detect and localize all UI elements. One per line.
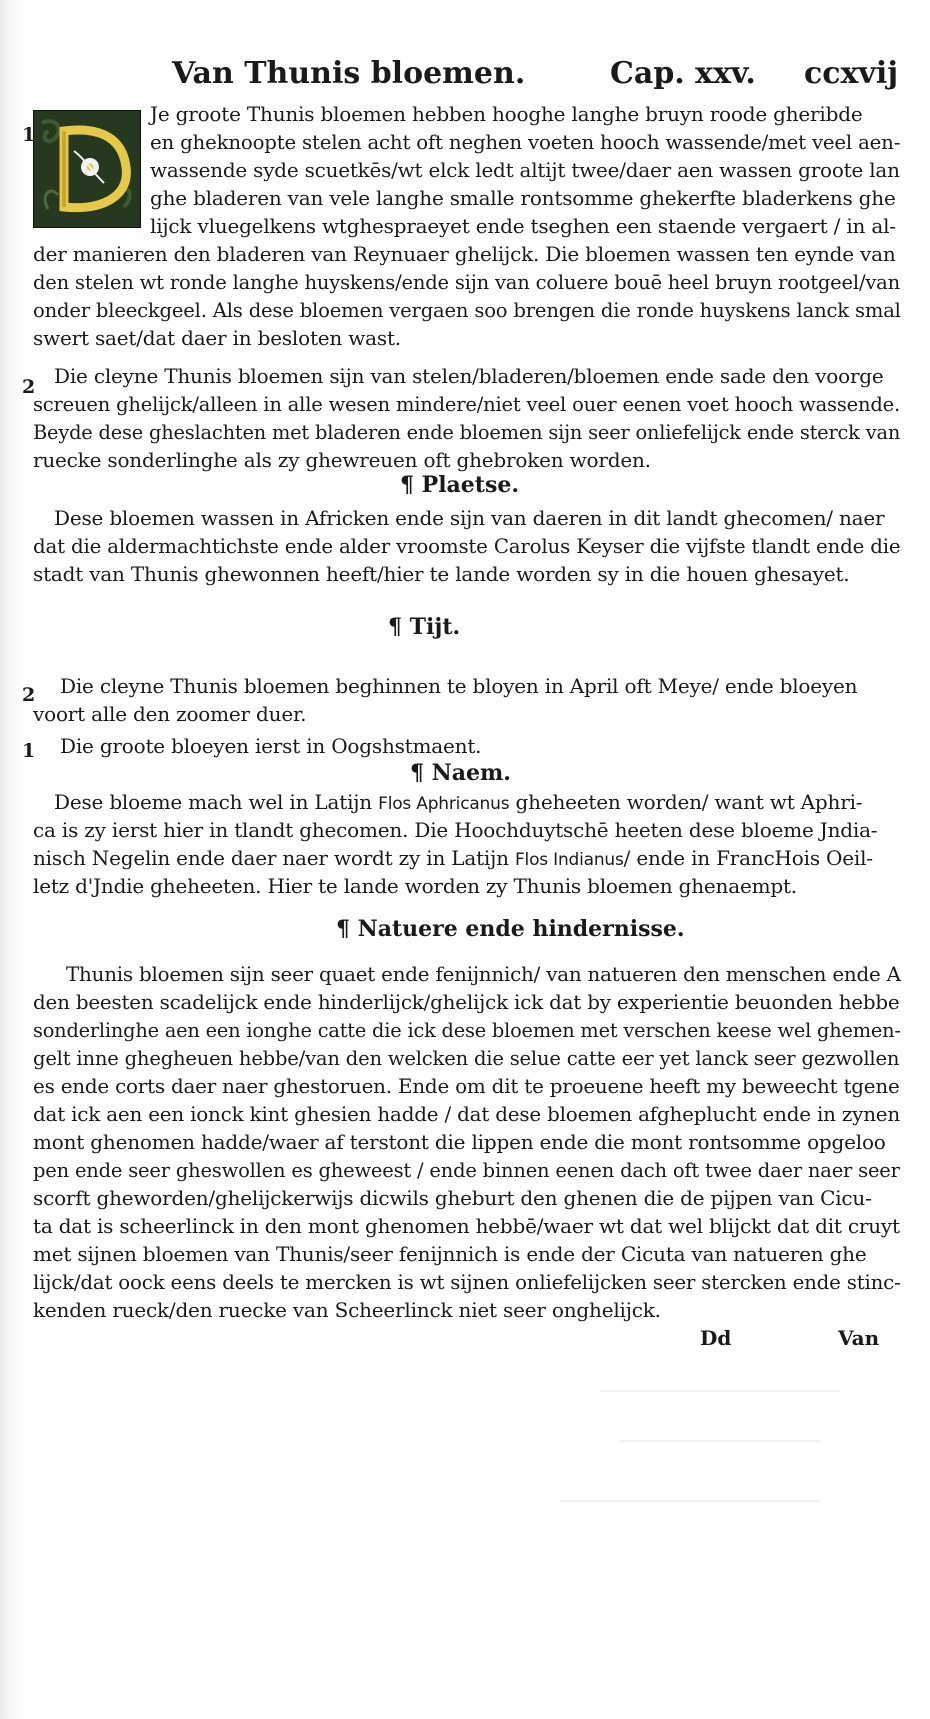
text-line: ta dat is scheerlinck in den mont ghenomen hebbē/waer wt dat wel blijckt dat dit cruyt [33,1214,900,1238]
text-line: Die groote bloeyen ierst in Oogshstmaent. [60,734,482,758]
catchword: Van [838,1326,880,1350]
decorated-initial-d [33,110,141,228]
pilcrow-icon: ¶ [410,760,432,786]
latin-term: Flos Aphricanus [378,794,510,814]
pilcrow-icon: ¶ [336,916,358,942]
margin-number: 2 [22,684,36,706]
text-line: pen ende seer gheswollen es gheweest / ende binnen eenen dach oft twee daer naer seer [33,1158,900,1182]
text-line: ghe bladeren van vele langhe smalle rontsomme ghekerfte bladerkens ghe [150,186,896,210]
text-line: Dese bloemen wassen in Africken ende sijn van daeren in dit landt ghecomen/ naer [54,506,885,530]
pilcrow-icon: ¶ [400,472,422,498]
text-line: der manieren den bladeren van Reynuaer ghelijck. Die bloemen wassen ten eynde van [33,242,896,266]
text-segment: gheheeten worden/ want wt Aphri- [509,790,863,814]
margin-number: 2 [22,376,36,398]
text-line: swert saet/dat daer in besloten wast. [33,326,401,350]
text-line: met sijnen bloemen van Thunis/seer fenijnnich is ende der Cicuta van natueren ghe [33,1242,867,1266]
text-line: Die cleyne Thunis bloemen sijn van stelen/bladeren/bloemen ende sade den voorge [54,364,884,388]
text-line: lijck/dat oock eens deels te mercken is wt sijnen onliefelijcken seer stercken ende stinc- [33,1270,901,1294]
show-through-mark [560,1500,820,1502]
margin-number: 1 [22,124,36,146]
text-line: screuen ghelijck/alleen in alle wesen mindere/niet veel ouer eenen voet hooch wassende. [33,392,901,416]
latin-term: Flos Indianus [514,850,624,870]
heading-text: Tijt. [409,614,461,640]
text-line: dat ick aen een ionck kint ghesien hadde / dat dese bloemen afgheplucht ende in zynen [33,1102,901,1126]
text-line: Thunis bloemen sijn seer quaet ende fenijnnich/ van natueren den menschen ende A [66,962,901,986]
heading-text: Naem. [431,760,511,786]
text-line: kenden rueck/den ruecke van Scheerlinck niet seer onghelijck. [33,1298,661,1322]
section-heading-plaetse [400,470,519,500]
show-through-mark [600,1390,840,1392]
text-line [54,788,862,818]
section-heading-naem [410,758,511,788]
text-line: Die cleyne Thunis bloemen beghinnen te bloyen in April oft Meye/ ende bloeyen [60,674,858,698]
running-header [172,56,899,100]
text-line [33,844,873,874]
text-segment: nisch Negelin ende daer naer wordt zy in Latijn [33,846,515,870]
text-line: dat die aldermachtichste ende alder vroomste Carolus Keyser die vijfste tlandt ende die [33,534,901,558]
heading-text: Natuere ende hindernisse. [357,916,685,942]
text-line: mont ghenomen hadde/waer af terstont die lippen ende die mont rontsomme opgeloo [33,1130,886,1154]
text-line: scorft gheworden/ghelijckerwijs dicwils gheburt den ghenen die de pijpen van Cicu- [33,1186,872,1210]
text-line: voort alle den zoomer duer. [33,702,307,726]
header-folio-number: ccxvij [804,56,899,91]
text-line: lijck vluegelkens wtghespraeyet ende tseghen een staende vergaert / in al- [150,214,896,238]
floral-initial-icon [34,111,140,227]
text-line: gelt inne ghegheuen hebbe/van den welcken die selue catte eer yet lanck seer gezwollen [33,1046,900,1070]
text-line: sonderlinghe aen een ionghe catte die ick dese bloemen met verschen keese wel ghemen- [33,1018,901,1042]
text-line: onder bleeckgeel. Als dese bloemen vergaen soo brengen die ronde huyskens lanck smal [33,298,901,322]
signature-mark: Dd [700,1326,732,1350]
text-line: en gheknoopte stelen acht oft neghen voeten hooch wassende/met veel aen- [150,130,901,154]
text-line: Je groote Thunis bloemen hebben hooghe langhe bruyn roode gheribde [150,102,863,126]
text-line: Beyde dese gheslachten met bladeren ende bloemen sijn seer onliefelijck ende sterck van [33,420,901,444]
header-title: Van Thunis bloemen. [172,56,526,91]
text-segment: Dese bloeme mach wel in Latijn [54,790,379,814]
pilcrow-icon: ¶ [388,614,410,640]
text-segment: / ende in FrancHois Oeil- [623,846,873,870]
text-line: ruecke sonderlinghe als zy ghewreuen oft ghebroken worden. [33,448,651,472]
heading-text: Plaetse. [421,472,520,498]
text-line: den stelen wt ronde langhe huyskens/ende sijn van coluere bouē heel bruyn rootgeel/van [33,270,900,294]
margin-number: 1 [22,740,36,762]
text-line: ca is zy ierst hier in tlandt ghecomen. Die Hoochduytschē heeten dese bloeme Jndia- [33,818,878,842]
header-chapter: Cap. xxv. [610,56,756,91]
text-line: letz d'Jndie gheheeten. Hier te lande worden zy Thunis bloemen ghenaempt. [33,874,797,898]
text-line: es ende corts daer naer ghestoruen. Ende om dit te proeuene heeft my beweecht tgene [33,1074,900,1098]
show-through-mark [620,1440,820,1442]
section-heading-natuere [336,914,685,944]
section-heading-tijt [388,612,460,642]
text-line: wassende syde scuetkēs/wt elck ledt altijt twee/daer aen wassen groote lan [150,158,900,182]
text-line: den beesten scadelijck ende hinderlijck/ghelijck ick dat by experientie beuonden hebbe [33,990,900,1014]
text-line: stadt van Thunis ghewonnen heeft/hier te lande worden sy in die houen ghesayet. [33,562,850,586]
